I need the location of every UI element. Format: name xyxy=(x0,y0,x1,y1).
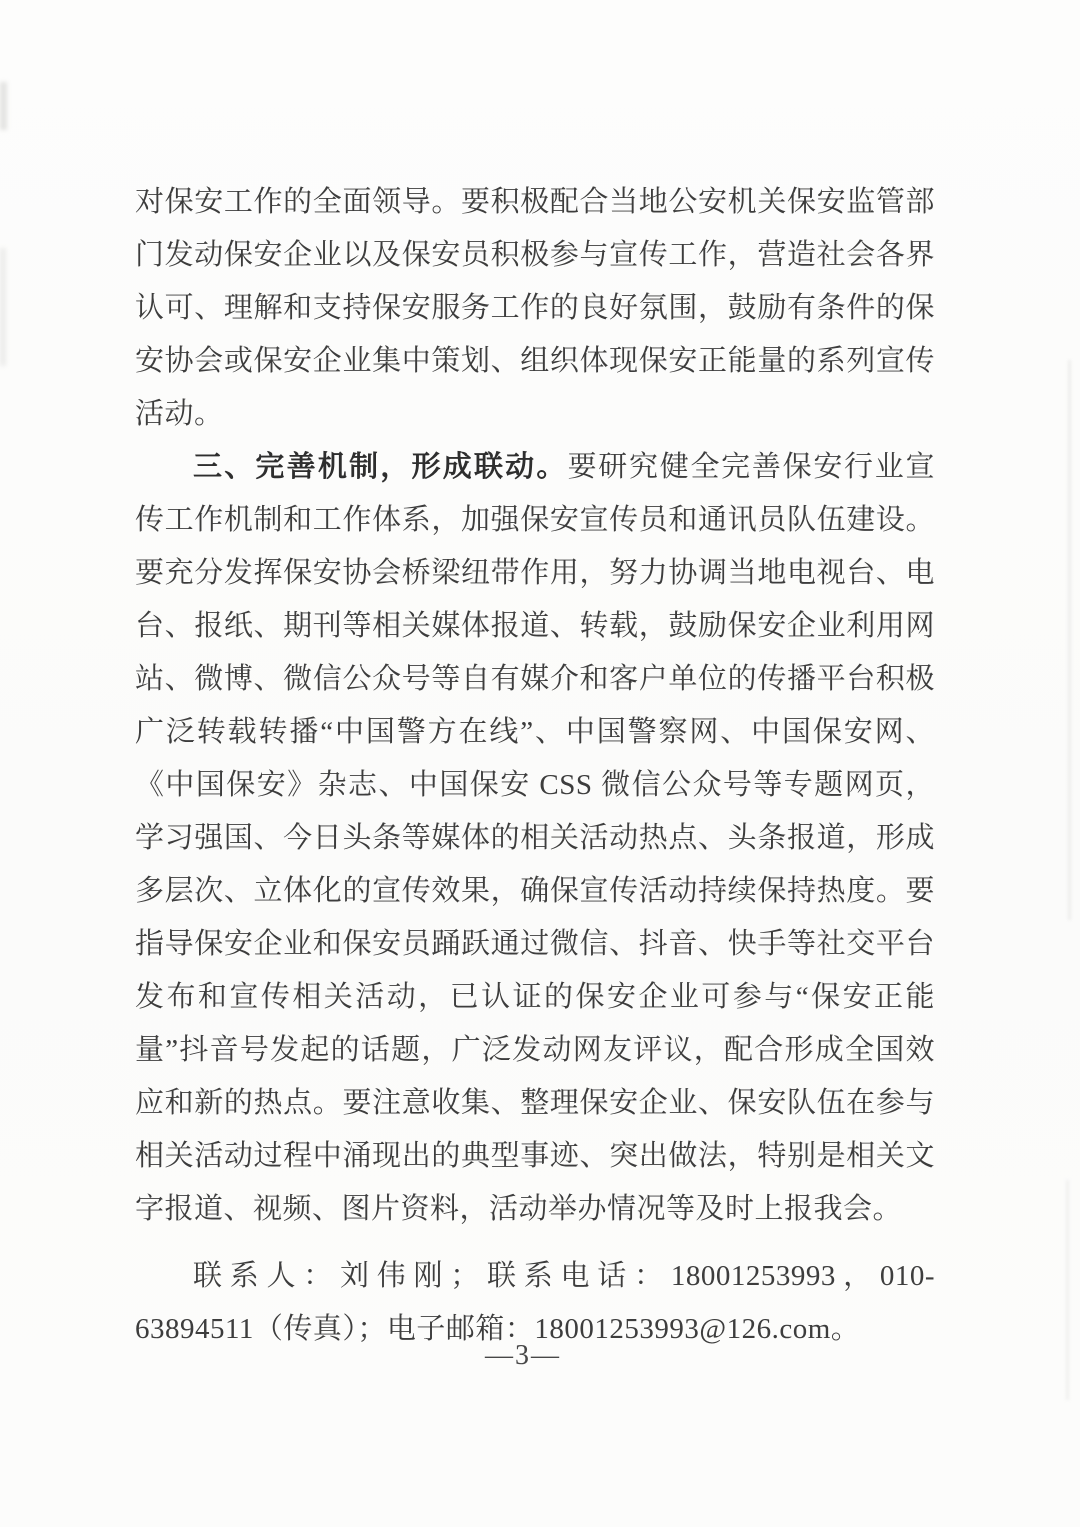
scan-artifact-right-mid xyxy=(1068,360,1071,920)
scan-artifact-left-mid xyxy=(0,248,6,366)
section-3-heading: 三、完善机制，形成联动。 xyxy=(193,451,568,483)
document-body xyxy=(135,176,935,1356)
paragraph-section-3 xyxy=(135,441,935,1236)
scan-artifact-left-top xyxy=(0,82,7,130)
section-3-body-text: 要研究健全完善保安行业宣传工作机制和工作体系，加强保安宣传员和通讯员队伍建设。要充分发挥保安协会桥梁纽带作用，努力协调当地电视台、电台、报纸、期刊等相关媒体报道、转载，鼓励保安企业利用网站、微博、微信公众号等自有媒介和客户单位的传播平台积极广泛转载转播“中国警方在线”、中国警察网、中国保安网、《中国保安》杂志、中国保安 CSS 微信公众号等专题网页，学习强国、今日头条等媒体的相关活动热点、头条报道，形成多层次、立体化的宣传效果，确保宣传活动持续保持热度。要指导保安企业和保安员踊跃通过微信、抖音、快手等社交平台发布和宣传相关活动，已认证的保安企业可参与“保安正能量”抖音号发起的话题，广泛发动网友评议，配合形成全国效应和新的热点。要注意收集、整理保安企业、保安队伍在参与相关活动过程中涌现出的典型事迹、突出做法，特别是相关文字报道、视频、图片资料，活动举办情况等及时上报我会。 xyxy=(135,451,935,1225)
paragraph-continuation: 对保安工作的全面领导。要积极配合当地公安机关保安监管部门发动保安企业以及保安员积极参与宣传工作，营造社会各界认可、理解和支持保安服务工作的良好氛围，鼓励有条件的保安协会或保安企业集中策划、组织体现保安正能量的系列宣传活动。 xyxy=(135,186,935,430)
scan-artifact-right-bottom xyxy=(1066,1180,1069,1400)
page-number: —3— xyxy=(485,1340,561,1371)
paragraph-contact-info: 联系人：刘伟刚；联系电话：18001253993，010-63894511（传真）；电子邮箱：18001253993@126.com。 xyxy=(135,1260,935,1345)
